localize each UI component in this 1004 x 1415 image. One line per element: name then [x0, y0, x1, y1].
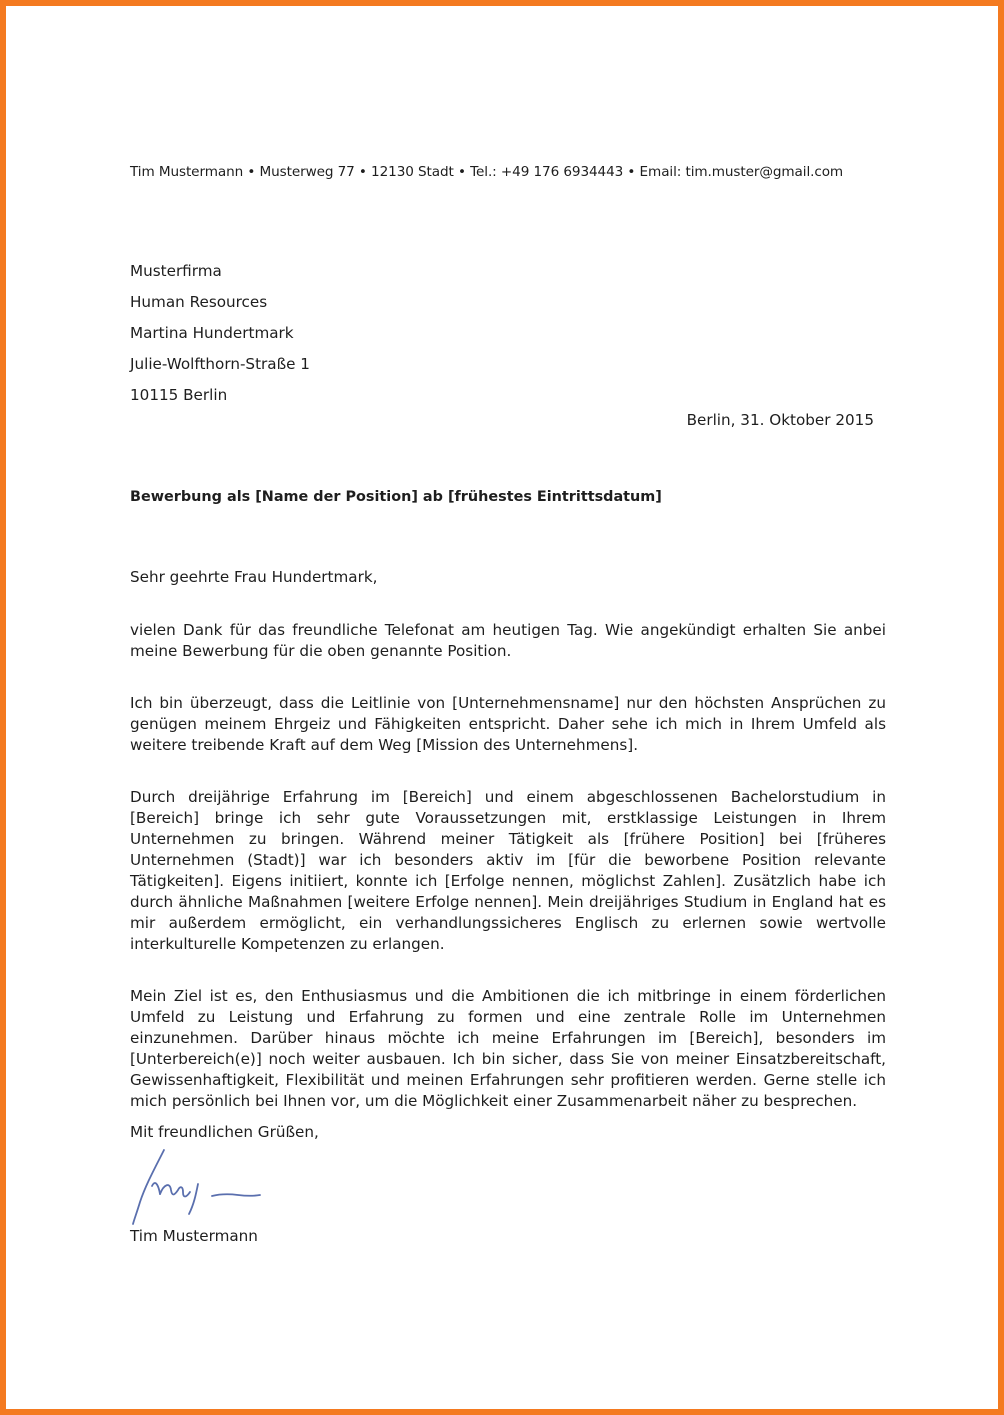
body-paragraph-4: Mein Ziel ist es, den Enthusiasmus und die Ambitionen die ich mitbringe in einem förderlichen Umfeld zu Leistung und Erfahrung zu formen und eine zentrale Rolle im Unternehmen einzunehmen. Darüber hinaus möchte ich meine Erfahrungen im [Bereich], besonders im [Unterbereich(e)] noch weiter ausbauen. Ich bin sicher, dass Sie von meiner Einsatzbereitschaft, Gewissenhaftigkeit, Flexibilität und meinen Erfahrungen sehr profitieren werden. Gerne stelle ich mich persönlich bei Ihnen vor, um die Möglichkeit einer Zusammenarbeit näher zu besprechen. [130, 987, 886, 1110]
salutation: Sehr geehrte Frau Hundertmark, [130, 568, 378, 586]
letter-body [130, 620, 886, 1143]
recipient-department: Human Resources [130, 293, 268, 311]
recipient-company: Musterfirma [130, 262, 222, 280]
recipient-person: Martina Hundertmark [130, 324, 294, 342]
signer-name: Tim Mustermann [130, 1227, 258, 1245]
recipient-address-block [130, 256, 310, 411]
closing-phrase: Mit freundlichen Grüßen, [130, 1123, 319, 1141]
letter-subject: Bewerbung als [Name der Position] ab [frühestes Eintrittsdatum] [130, 489, 662, 505]
body-paragraph-2: Ich bin überzeugt, dass die Leitlinie von [Unternehmensname] nur den höchsten Ansprüchen zu genügen meinem Ehrgeiz und Fähigkeiten entspricht. Daher sehe ich mich in Ihrem Umfeld als weitere treibende Kraft auf dem Weg [Mission des Unternehmens]. [130, 694, 886, 754]
handwritten-signature [126, 1144, 271, 1229]
body-paragraph-1: vielen Dank für das freundliche Telefonat am heutigen Tag. Wie angekündigt erhalten Sie anbei meine Bewerbung für die oben genannte Position. [130, 621, 886, 660]
sender-address-line: Tim Mustermann • Musterweg 77 • 12130 Stadt • Tel.: +49 176 6934443 • Email: tim.muster@gmail.com [130, 164, 844, 180]
recipient-city: 10115 Berlin [130, 386, 228, 404]
recipient-street: Julie-Wolfthorn-Straße 1 [130, 355, 310, 373]
body-paragraph-3: Durch dreijährige Erfahrung im [Bereich] und einem abgeschlossenen Bachelorstudium in [Bereich] bringe ich sehr gute Voraussetzungen mit, erstklassige Leistungen in Ihrem Unternehmen zu bringen. Während meiner Tätigkeit als [frühere Position] bei [früheres Unternehmen (Stadt)] war ich besonders aktiv im [für die beworbene Position relevante Tätigkeiten]. Eigens initiiert, konnte ich [Erfolge nennen, möglichst Zahlen]. Zusätzlich habe ich durch ähnliche Maßnahmen [weitere Erfolge nennen]. Mein dreijähriges Studium in England hat es mir außerdem ermöglicht, ein verhandlungssicheres Englisch zu erlernen sowie wertvolle interkulturelle Kompetenzen zu erlangen. [130, 788, 886, 953]
letter-date: Berlin, 31. Oktober 2015 [686, 411, 874, 429]
